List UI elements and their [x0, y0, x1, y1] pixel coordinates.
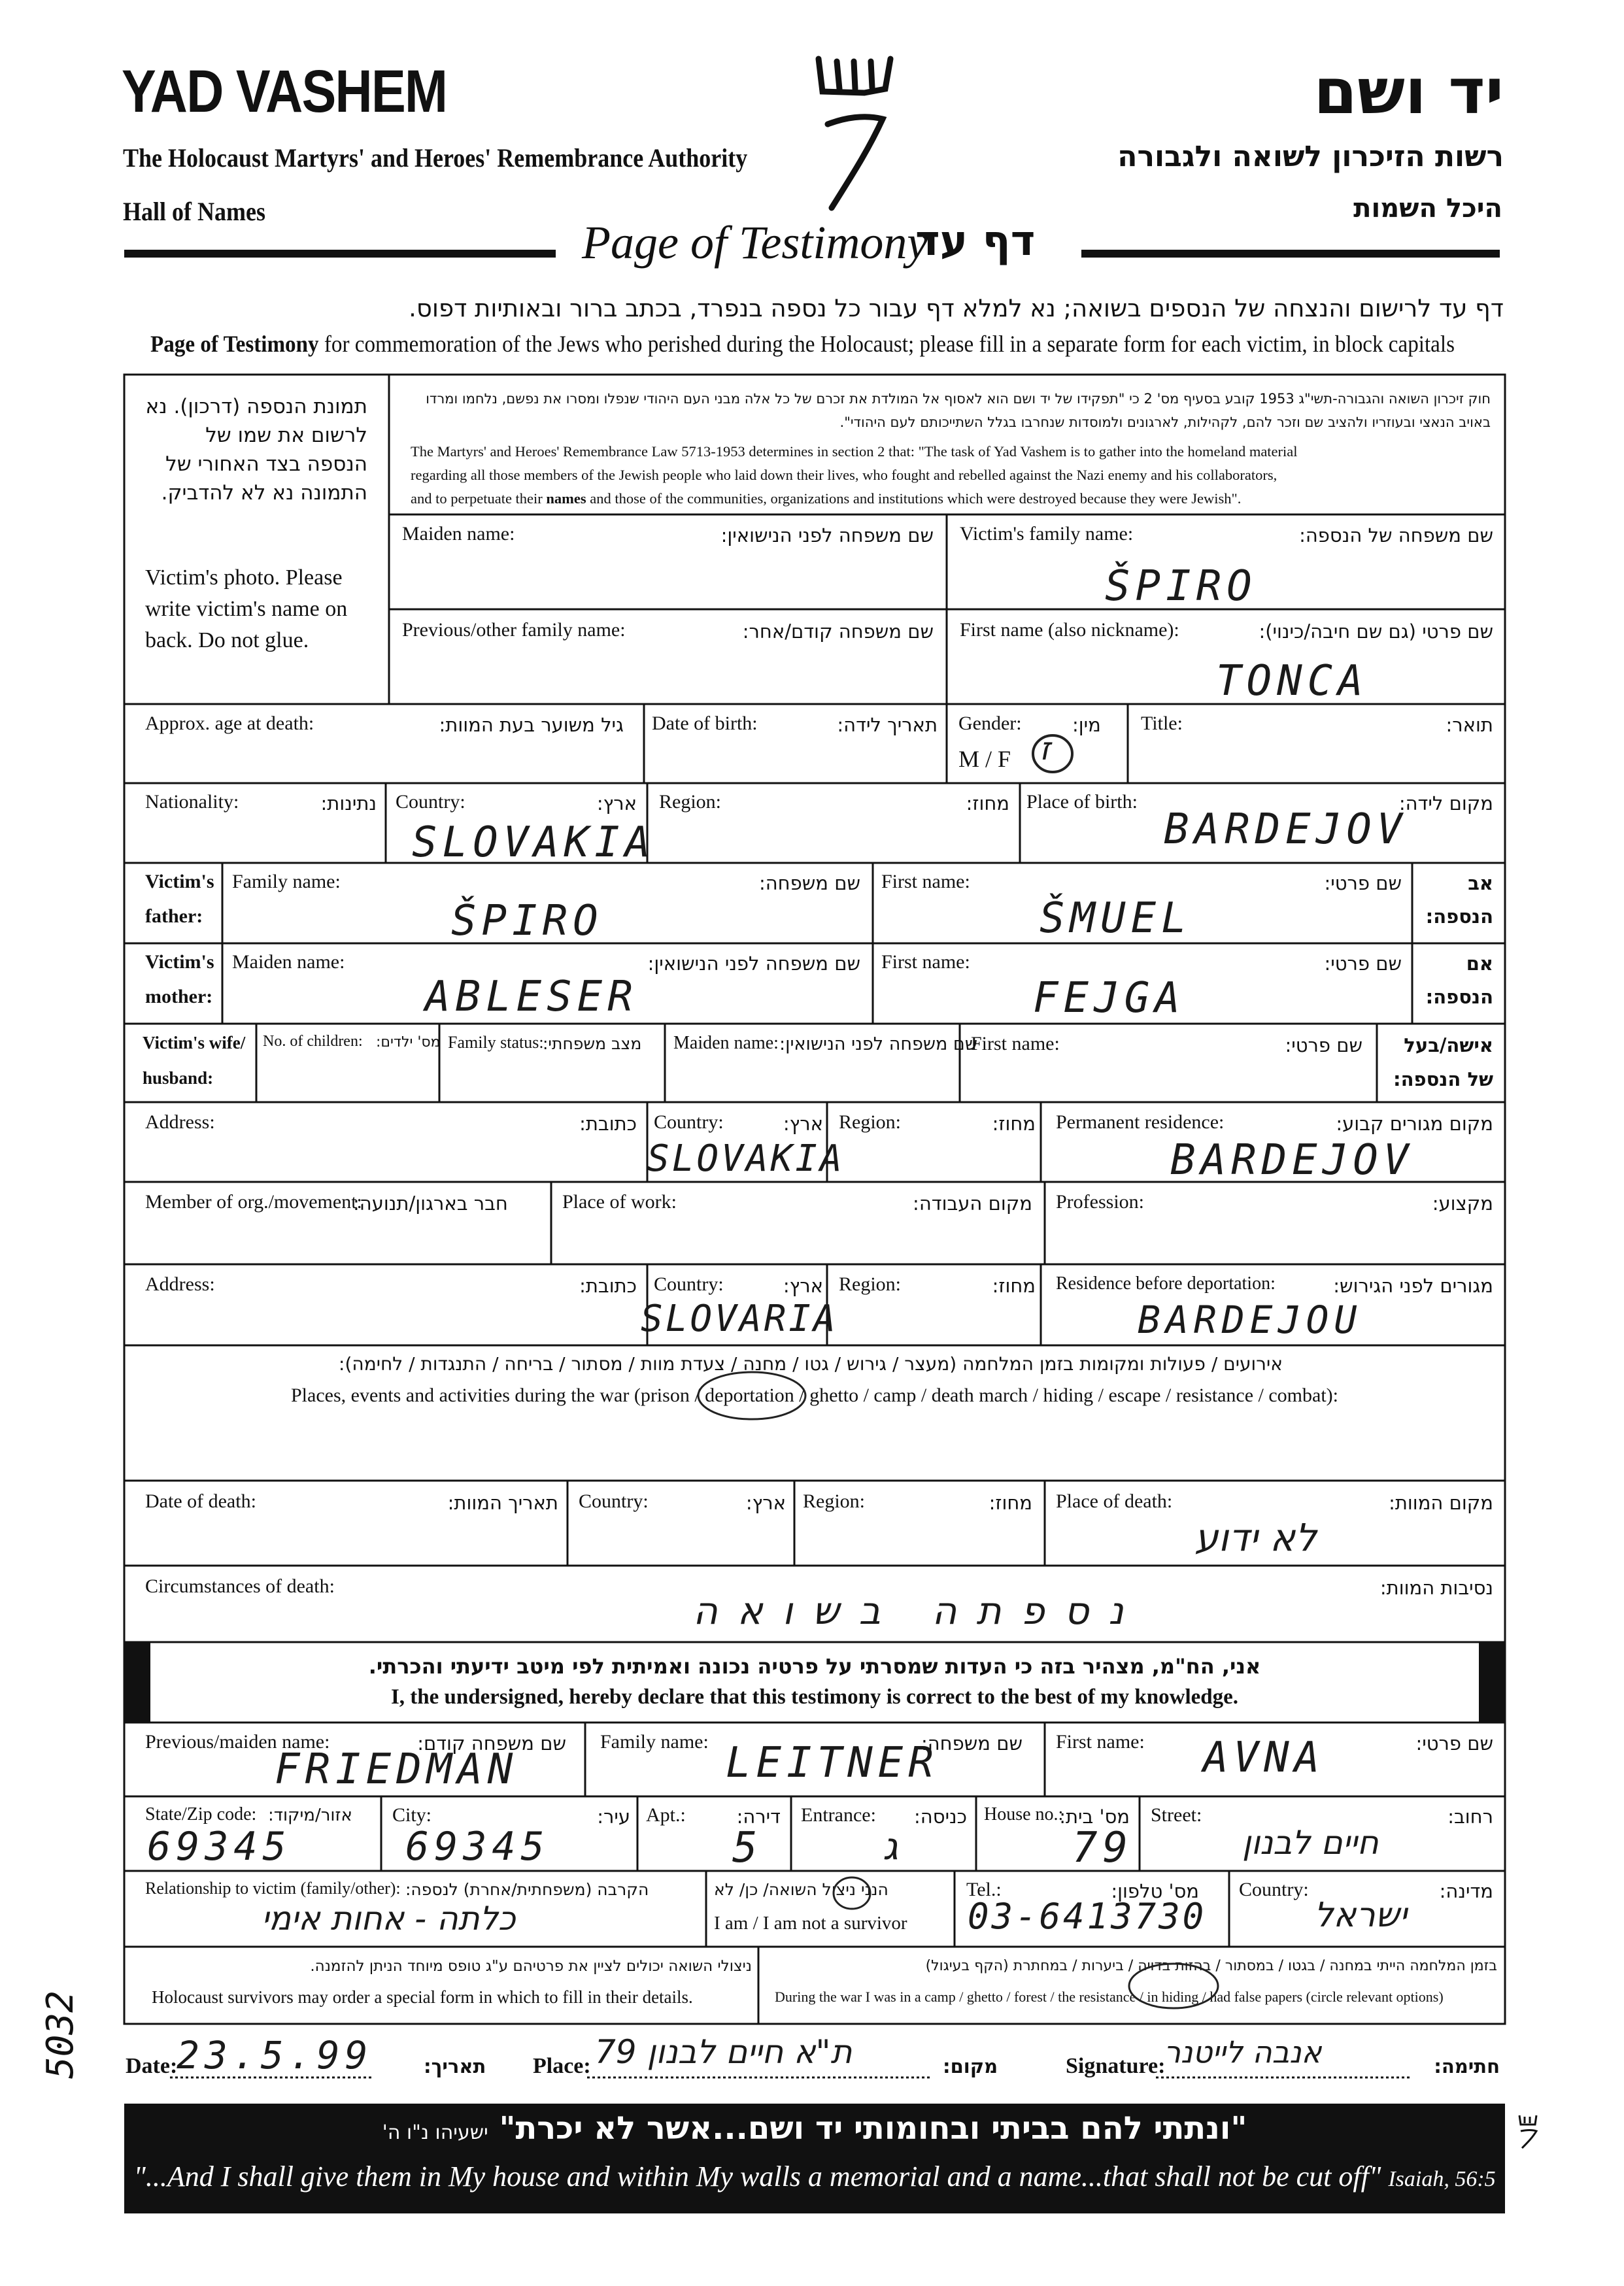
- mother-label-he-1: אם: [1466, 952, 1493, 975]
- victim-family-name-label-he: שם משפחה של הנספה:: [1299, 524, 1493, 546]
- date-label-he: תאריך:: [424, 2055, 486, 2077]
- dob-label: Date of birth:: [652, 713, 758, 734]
- date-of-death-label: Date of death:: [145, 1490, 256, 1512]
- apt-label-he: דירה:: [736, 1806, 781, 1828]
- place-of-birth-label-he: מקום לידה:: [1398, 792, 1493, 815]
- spouse-label-1: Victim's wife/: [143, 1033, 246, 1052]
- address2-label: Address:: [145, 1273, 215, 1295]
- permanent-residence-label-he: מקום מגורים קבוע:: [1336, 1113, 1493, 1135]
- events-circle-mark: [693, 1366, 811, 1425]
- tel-label: Tel.:: [966, 1879, 1002, 1900]
- gender-options: M / F: [958, 746, 1011, 772]
- father-first-name-label: First name:: [881, 871, 970, 892]
- intro-en-text: for commemoration of the Jews who perished during the Holocaust; please fill in a separate form for each victim, in block capitals: [318, 331, 1455, 357]
- page-title-he: דף עד: [915, 217, 1036, 265]
- hall-en: Hall of Names: [123, 197, 265, 226]
- zip-value[interactable]: 69345: [147, 1824, 292, 1870]
- entrance-label-he: כניסה:: [914, 1806, 967, 1828]
- declaration-en: I, the undersigned, hereby declare that this testimony is correct to the best of my knowledge.: [390, 1685, 1239, 1709]
- entrance-label: Entrance:: [801, 1804, 876, 1826]
- maiden-name-label-he: שם משפחה לפני הנישואין:: [720, 524, 934, 546]
- place-of-death-label: Place of death:: [1056, 1490, 1173, 1512]
- place-of-birth-label: Place of birth:: [1026, 791, 1138, 813]
- law-en-3a: and to perpetuate their: [411, 490, 547, 507]
- profession-label-he: מקצוע:: [1432, 1192, 1493, 1215]
- org-name-en: YAD VASHEM: [122, 58, 447, 125]
- signature-label: Signature:: [1066, 2054, 1166, 2078]
- father-family-name-value[interactable]: ŠPIRO: [451, 897, 603, 945]
- submitter-family-name-label-he: שם משפחה:: [921, 1732, 1023, 1755]
- place-label: Place:: [533, 2054, 591, 2078]
- place-of-birth-value[interactable]: BARDEJOV: [1164, 805, 1408, 854]
- tel-value[interactable]: 03-6413730: [968, 1896, 1207, 1937]
- street-value[interactable]: חיים לבנון: [1242, 1824, 1379, 1862]
- spouse-first-name-label: First name:: [971, 1033, 1060, 1054]
- footer-logo: [1515, 2113, 1542, 2149]
- survivor-circle: [829, 1874, 875, 1913]
- address-label: Address:: [145, 1111, 215, 1133]
- father-label-he-1: אב: [1468, 872, 1493, 894]
- intro-en-bold: Page of Testimony: [150, 331, 319, 357]
- children-label: No. of children:: [263, 1033, 363, 1050]
- address2-country-label-he: ארץ:: [783, 1275, 823, 1297]
- tel-label-he: מס' טלפון:: [1111, 1880, 1199, 1902]
- victim-family-name-value[interactable]: ŠPIRO: [1105, 562, 1257, 611]
- date-label: Date:: [126, 2054, 178, 2078]
- place-of-death-value[interactable]: לא ידוע: [1194, 1515, 1317, 1560]
- nationality-country-value[interactable]: SLOVAKIA: [412, 818, 656, 867]
- events-label-he: אירועים / פעולות ומקומות בזמן המלחמה (מעצר / גירוש / גטו / מחנה / צעדת מוות / מסתור / בריחה / התנגדות / לחימה):: [339, 1353, 1283, 1375]
- region-label-he: מחוז:: [966, 792, 1009, 815]
- address-region-label: Region:: [839, 1111, 901, 1133]
- page-title-en: Page of Testimony: [582, 216, 928, 269]
- country2-label-he: מדינה:: [1439, 1880, 1493, 1902]
- death-country-label-he: ארץ:: [745, 1492, 786, 1514]
- submitter-first-name-label-he: שם פרטי:: [1415, 1732, 1493, 1755]
- children-label-he: מס' ילדים:: [376, 1034, 441, 1051]
- mother-maiden-name-label-he: שם משפחה לפני הנישואין:: [647, 952, 860, 975]
- survivor-label-en: I am / I am not a survivor: [714, 1913, 907, 1934]
- maiden-name-label: Maiden name:: [402, 523, 515, 545]
- nationality-label: Nationality:: [145, 791, 239, 813]
- gender-label-he: מין:: [1072, 714, 1101, 736]
- title-label: Title:: [1141, 713, 1183, 734]
- spouse-label-he-1: אישה/בעל: [1404, 1034, 1493, 1056]
- house-no-label: House no.:: [984, 1804, 1064, 1824]
- address-label-he: כתובת:: [579, 1113, 637, 1135]
- hiding-circle: [1125, 1955, 1223, 2026]
- law-en-2: regarding all those members of the Jewish people who laid down their lives, who fought and rebelled against the Nazi enemy and his collaborators,: [411, 467, 1277, 483]
- father-label-1: Victim's: [145, 871, 214, 892]
- declaration-he: אני, הח"מ, מצהיר בזה כי העדות שמסרתי על פרטיה נכונה ואמיתית לפי מיטב ידיעתי והכרתי.: [368, 1654, 1261, 1679]
- footer-quote-he-text: "ונתתי להם בביתי ובחומותי יד ושם...אשר לא יכרת": [499, 2110, 1247, 2147]
- country2-label: Country:: [1239, 1879, 1309, 1900]
- address2-region-label-he: מחוז:: [992, 1275, 1036, 1297]
- title-label-he: תואר:: [1446, 714, 1493, 736]
- spouse-maiden-name-label: Maiden name:: [673, 1033, 779, 1053]
- mother-first-name-value[interactable]: FEJGA: [1033, 974, 1185, 1022]
- first-name-label-he: שם פרטי (גם שם חיבה/כינוי):: [1259, 620, 1493, 643]
- relationship-label: Relationship to victim (family/other):: [145, 1879, 401, 1898]
- mother-label-1: Victim's: [145, 951, 214, 973]
- residence-before-deportation-value[interactable]: BARDEJOU: [1138, 1298, 1362, 1342]
- address-country-label-he: ארץ:: [783, 1113, 823, 1135]
- mother-label-2: mother:: [145, 986, 213, 1007]
- father-first-name-value[interactable]: ŠMUEL: [1040, 894, 1192, 943]
- intro-he: דף עד לרישום והנצחה של הנספים בשואה; נא למלא דף עבור כל נספה בנפרד, בכתב ברור ובאותיות דפוס.: [409, 294, 1504, 322]
- father-family-name-label: Family name:: [232, 871, 341, 892]
- place-value[interactable]: ת"א חיים לבנון 79: [595, 2033, 853, 2071]
- submitter-family-name-value[interactable]: LEITNER: [726, 1739, 939, 1787]
- address2-country-label: Country:: [654, 1273, 724, 1295]
- signature-value[interactable]: אנבה לייטנר: [1164, 2034, 1322, 2070]
- previous-family-name-label: Previous/other family name:: [402, 619, 626, 641]
- victim-family-name-label: Victim's family name:: [960, 523, 1134, 545]
- footer-quote-he: [124, 2110, 1505, 2147]
- zip-label-he: אזור/מיקוד:: [268, 1806, 352, 1825]
- gender-circle: [1026, 731, 1079, 777]
- submitter-first-name-value[interactable]: AVNA: [1203, 1734, 1325, 1782]
- circumstances-label: Circumstances of death:: [145, 1575, 335, 1597]
- circumstances-value[interactable]: נספתה בשואה: [693, 1588, 1143, 1633]
- address2-region-label: Region:: [839, 1273, 901, 1295]
- place-of-death-label-he: מקום המוות:: [1389, 1492, 1493, 1514]
- father-label-he-2: הנספה:: [1425, 905, 1493, 928]
- authority-he: רשות הזיכרון לשואה ולגבורה: [1117, 140, 1504, 173]
- country-label-he: ארץ:: [596, 792, 637, 815]
- submitter-prev-name-value[interactable]: FRIEDMAN: [275, 1745, 518, 1794]
- survivor-form-en: Holocaust survivors may order a special form in which to fill in their details.: [152, 1987, 693, 2007]
- mother-first-name-label: First name:: [881, 951, 970, 973]
- authority-en: The Holocaust Martyrs' and Heroes' Remembrance Authority: [123, 143, 748, 173]
- family-status-label: Family status:: [448, 1033, 544, 1052]
- survivor-label-he: הנני ניצול השואה/ כן/ לא: [714, 1880, 888, 1899]
- footer-quote-en-text: "...And I shall give them in My house and within My walls a memorial and a name...that shall not be cut off": [133, 2160, 1381, 2193]
- country-label: Country:: [396, 791, 465, 813]
- footer-quote-en: [124, 2160, 1505, 2193]
- place-of-work-label-he: מקום העבודה:: [913, 1192, 1032, 1215]
- profession-label: Profession:: [1056, 1191, 1144, 1213]
- relationship-value[interactable]: כלתה - אחות אימי: [262, 1900, 516, 1938]
- first-name-value[interactable]: TONCA: [1216, 657, 1368, 705]
- age-label-he: גיל משוער בעת המוות:: [439, 714, 624, 736]
- father-first-name-label-he: שם פרטי:: [1324, 872, 1402, 894]
- entrance-value[interactable]: ג: [883, 1824, 898, 1868]
- dob-label-he: תאריך לידה:: [837, 714, 938, 736]
- date-value[interactable]: 23.5.99: [177, 2033, 373, 2077]
- photo-instructions-he: תמונת הנספה (דרכון). נא לרשום את שמו של הנספה בצד האחורי של התמונה נא לא להדביק.: [145, 395, 367, 505]
- region-label: Region:: [659, 791, 721, 813]
- spouse-label-2: husband:: [143, 1068, 214, 1088]
- member-label-he: חבר בארגון/תנועה:: [353, 1192, 508, 1215]
- house-no-value[interactable]: 79: [1072, 1824, 1134, 1872]
- mother-maiden-name-label: Maiden name:: [232, 951, 345, 973]
- during-war-he: בזמן המלחמה הייתי במחנה / בגטו / במסתור / בהזות בדויה / ביערות / במחתרת (הקף בעיגול): [925, 1958, 1497, 1974]
- address-region-label-he: מחוז:: [992, 1113, 1036, 1135]
- street-label-he: רחוב:: [1447, 1806, 1493, 1828]
- org-name-he: יד ושם: [1313, 55, 1504, 128]
- law-en-3b: names: [546, 490, 586, 507]
- death-region-label: Region:: [803, 1490, 865, 1512]
- footer-quote-he-ref: ישעיהו נ"ו ה': [382, 2121, 488, 2144]
- submitter-first-name-label: First name:: [1056, 1731, 1145, 1753]
- previous-family-name-label-he: שם משפחה קודם/אחר:: [742, 620, 934, 643]
- address-country-value[interactable]: SLOVAKIA: [647, 1137, 845, 1180]
- city-label-he: עיר:: [597, 1806, 630, 1828]
- hall-he: היכל השמות: [1353, 193, 1502, 224]
- member-label: Member of org./movement:: [145, 1191, 362, 1213]
- address2-label-he: כתובת:: [579, 1275, 637, 1297]
- relationship-label-he: הקרבה (משפחתית/אחרת) לנספה:: [405, 1880, 649, 1899]
- survivor-form-he: ניצולי השואה יכולים לציין את פרטיהם ע"ג טופס מיוחד הניתן להזמנה.: [310, 1958, 752, 1975]
- submitter-prev-name-label-he: שם משפחה קודם:: [417, 1732, 566, 1755]
- apt-value[interactable]: 5: [732, 1824, 763, 1872]
- father-family-name-label-he: שם משפחה:: [758, 872, 860, 894]
- residence-before-deportation-label-he: מגורים לפני הגירוש:: [1333, 1275, 1493, 1297]
- law-en-3: [411, 490, 1241, 507]
- house-no-label-he: מס' בית:: [1059, 1806, 1130, 1828]
- law-en-1: The Martyrs' and Heroes' Remembrance Law 5713-1953 determines in section 2 that: "The task of Yad Vashem is to gather into the homeland material: [411, 443, 1298, 460]
- address-country-label: Country:: [654, 1111, 724, 1133]
- age-label: Approx. age at death:: [145, 713, 314, 734]
- date-of-death-label-he: תאריך המוות:: [447, 1492, 558, 1514]
- mother-maiden-name-value[interactable]: ABLESER: [425, 973, 638, 1021]
- first-name-label: First name (also nickname):: [960, 619, 1179, 641]
- spouse-first-name-label-he: שם פרטי:: [1285, 1034, 1362, 1056]
- mother-first-name-label-he: שם פרטי:: [1324, 952, 1402, 975]
- mother-label-he-2: הנספה:: [1425, 986, 1493, 1008]
- submitter-prev-name-label: Previous/maiden name:: [145, 1731, 330, 1753]
- zip-label: State/Zip code:: [145, 1804, 257, 1824]
- city-value[interactable]: 69345: [405, 1824, 550, 1870]
- family-status-label-he: מצב משפחתי:: [543, 1034, 642, 1053]
- during-war-en: During the war I was in a camp / ghetto / forest / the resistance / in hiding / had false papers (circle relevant options): [775, 1989, 1444, 2005]
- law-en-3c: and those of the communities, organizations and institutions which were destroyed because they were Jewish".: [586, 490, 1242, 507]
- father-label-2: father:: [145, 905, 203, 927]
- margin-number: 5032: [39, 1991, 82, 2079]
- nationality-label-he: נתינות:: [320, 792, 377, 815]
- submitter-family-name-label: Family name:: [600, 1731, 709, 1753]
- spouse-label-he-2: של הנספה:: [1393, 1068, 1493, 1090]
- gender-label: Gender:: [958, 713, 1022, 734]
- law-he: חוק זיכרון השואה והגבורה-תשי"ג 1953 קובע בסעיף מס' 2 כי "תפקידו של יד ושם הוא לאסוף אל המולדת את זכרם של כל אלה מבני העם היהודי שנפלו ומסרו את נפשם, נלחמו ומרדו באויב הנאצי ובעוזריו ולהציב שם וזכר להם, לקהילות, לארגונים ולמוסדות שנחרבו בגלל השתייכותם לעם היהודי".: [426, 391, 1491, 430]
- street-label: Street:: [1151, 1804, 1202, 1826]
- gender-mark[interactable]: ז: [1040, 731, 1051, 767]
- photo-instructions-en: Victim's photo. Please write victim's name on back. Do not glue.: [145, 565, 348, 652]
- death-country-label: Country:: [579, 1490, 649, 1512]
- permanent-residence-label: Permanent residence:: [1056, 1111, 1225, 1133]
- events-label-en: Places, events and activities during the war (prison / deportation / ghetto / camp / death march / hiding / escape / resistance / combat):: [290, 1385, 1338, 1406]
- apt-label: Apt.:: [646, 1804, 686, 1826]
- circumstances-label-he: נסיבות המוות:: [1379, 1577, 1493, 1599]
- permanent-residence-value[interactable]: BARDEJOV: [1170, 1136, 1414, 1185]
- spouse-maiden-name-label-he: שם משפחה לפני הנישואין:: [779, 1034, 977, 1054]
- signature-label-he: חתימה:: [1434, 2055, 1500, 2077]
- deportation-country-value[interactable]: SLOVARIA: [641, 1298, 838, 1340]
- death-region-label-he: מחוז:: [989, 1492, 1032, 1514]
- place-of-work-label: Place of work:: [562, 1191, 677, 1213]
- city-label: City:: [392, 1804, 432, 1826]
- footer-quote-en-ref: Isaiah, 56:5: [1388, 2167, 1496, 2191]
- country2-value[interactable]: ישראל: [1314, 1896, 1408, 1935]
- place-label-he: מקום:: [943, 2055, 998, 2077]
- residence-before-deportation-label: Residence before deportation:: [1056, 1273, 1276, 1294]
